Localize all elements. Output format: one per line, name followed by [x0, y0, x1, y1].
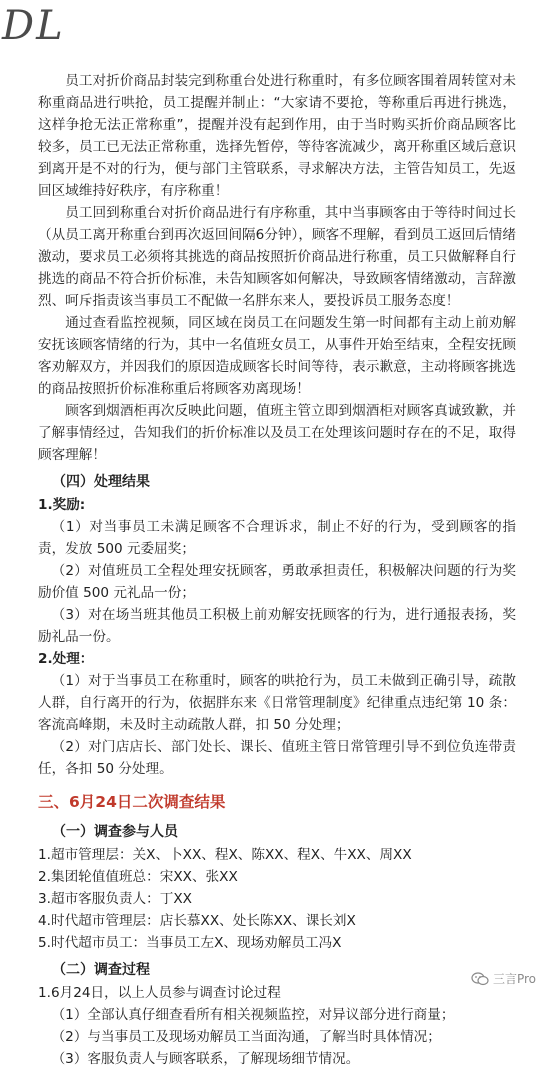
- reward-heading: 1.奖励:: [38, 497, 86, 513]
- handle-heading: 2.处理：: [38, 651, 94, 667]
- process-intro: 1.6月24日，以上人员参与调查讨论过程: [38, 985, 281, 1001]
- participant-line-1: 1.超市管理层：关X、卜XX、程X、陈XX、程X、牛XX、周XX: [38, 847, 412, 863]
- participants-heading: （一）调查参与人员: [52, 824, 178, 840]
- process-item-1: （1）全部认真仔细查看所有相关视频监控，对异议部分进行商量；: [51, 1007, 455, 1023]
- reward-item-2: （2）对值班员工全程处理安抚顾客，勇敢承担责任，积极解决问题的行为奖励价值 500 元礼品一份；: [38, 563, 516, 601]
- paragraph-1: 员工对折价商品封装完到称重台处进行称重时，有多位顾客围着周转筐对未称重商品进行哄抢，员工提醒并制止：“大家请不要抢，等称重后再进行挑选，这样争抢无法正常称重”，提醒并没有起到作用，由于当时购买折价商品顾客比较多，员工已无法正常称重，选择先暂停，等待客流减少，离开称重区域后意识到离开是不对的行为，便与部门主管联系，寻求解决方法，主管告知员工，先返回区域维持好秩序，有序称重！: [38, 73, 516, 199]
- paragraph-3: 通过查看监控视频，同区域在岗员工在问题发生第一时间都有主动上前劝解安抚该顾客情绪的行为，其中一名值班女员工，从事件开始至结束，全程安抚顾客劝解双方，并因我们的原因造成顾客长时间等待，表示歉意，主动将顾客挑选的商品按照折价标准称重后将顾客劝离现场！: [38, 315, 516, 397]
- paragraph-4: 顾客到烟酒柜再次反映此问题，值班主管立即到烟酒柜对顾客真诚致歉，并了解事情经过，告知我们的折价标准以及员工在处理该问题时存在的不足，取得顾客理解！: [38, 403, 516, 463]
- reward-item-1: （1）对当事员工未满足顾客不合理诉求，制止不好的行为，受到顾客的指责，发放 500 元委屈奖；: [38, 519, 516, 557]
- handle-item-1: （1）对于当事员工在称重时，顾客的哄抢行为，员工未做到正确引导，疏散人群，自行离开的行为，依据胖东来《日常管理制度》纪律重点违纪第 10 条：客流高峰期，未及时主动疏散人群，扣 50 分处理；: [38, 673, 516, 733]
- participant-line-4: 4.时代超市管理层：店长慕XX、处长陈XX、课长刘X: [38, 913, 356, 929]
- handle-item-2: （2）对门店店长、部门处长、课长、值班主管日常管理引导不到位负连带责任，各扣 50 分处理。: [38, 739, 516, 777]
- dl-logo: DL: [2, 3, 65, 49]
- process-item-2: （2）与当事员工及现场劝解员工当面沟通，了解当时具体情况；: [51, 1029, 441, 1045]
- participant-line-2: 2.集团轮值值班总：宋XX、张XX: [38, 869, 238, 885]
- participant-line-5: 5.时代超市员工：当事员工左X、现场劝解员工冯X: [38, 935, 342, 951]
- watermark: [471, 970, 536, 987]
- wechat-icon: [471, 972, 489, 986]
- watermark-text: 三言Pro: [492, 972, 536, 986]
- process-item-3: （3）客服负责人与顾客联系，了解现场细节情况。: [51, 1051, 360, 1067]
- reward-item-3: （3）对在场当班其他员工积极上前劝解安抚顾客的行为，进行通报表扬，奖励礼品一份。: [38, 607, 516, 645]
- process-heading: （二）调查过程: [52, 962, 150, 978]
- participant-line-3: 3.超市客服负责人：丁XX: [38, 891, 192, 907]
- result-heading: （四）处理结果: [52, 474, 150, 490]
- section-3-title: 三、6月24日二次调查结果: [38, 793, 226, 811]
- document-body: [38, 70, 516, 1070]
- paragraph-2: 员工回到称重台对折价商品进行有序称重，其中当事顾客由于等待时间过长（从员工离开称重台到再次返回间隔6分钟），顾客不理解，看到员工返回后情绪激动，要求员工必须将其挑选的商品按照折价商品进行称重，员工只做解释自行挑选的商品不符合折价标准，未告知顾客如何解决，导致顾客情绪激动，言辞激烈、呵斥指责该当事员工不配做一名胖东来人，要投诉员工服务态度！: [38, 205, 516, 309]
